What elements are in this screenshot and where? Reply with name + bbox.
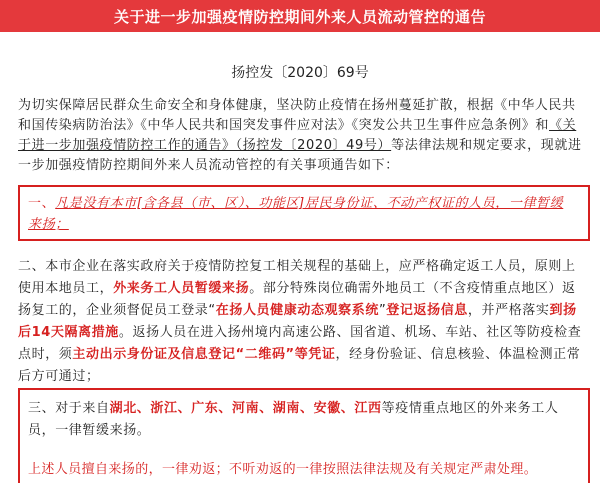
item-2-highlight-4: 到扬后14天隔离措施 xyxy=(18,303,577,340)
item-2-text-6: ，经身份验证、信息核验、体温检测正常后方可通过； xyxy=(18,347,581,384)
item-3-regions: 湖北、浙江、广东、河南、湖南、安徽、江西 xyxy=(109,401,382,416)
item-1-prefix: 一、 xyxy=(28,196,56,211)
item-1-paragraph xyxy=(28,193,576,235)
intro-paragraph xyxy=(18,96,584,176)
item-1-box xyxy=(18,185,590,241)
item-2-text-2: 。部分特殊岗位确需外地员工（不含疫情重点地区）返扬复工的，企业须督促员工登录“ xyxy=(18,281,576,318)
intro-notice-reference: 《关于进一步加强疫情防控工作的通告》（扬控发〔2020〕49号） xyxy=(18,118,577,153)
intro-text-1: 为切实保障居民群众生命安全和身体健康，坚决防止疫情在扬州蔓延扩散，根据《中华人民共和国传染病防治法》《中华人民共和国突发事件应对法》《突发公共卫生事件应急条例》和 xyxy=(18,98,576,133)
item-2-paragraph xyxy=(18,256,584,388)
item-2-text-5: 。返扬人员在进入扬州境内高速公路、国省道、机场、车站、社区等防疫检查点时，须 xyxy=(18,325,582,362)
item-3-footer-note: 上述人员擅自来扬的，一律劝返；不听劝返的一律按照法律法规及有关规定严肃处理。 xyxy=(28,462,538,477)
item-3-text-2: 等疫情重点地区的外来务工人员，一律暂缓来扬。 xyxy=(28,401,559,438)
item-3-paragraph xyxy=(28,398,576,442)
item-3-text-1: 三、对于来自 xyxy=(28,401,110,416)
item-2-highlight-1: 外来务工人员暂缓来扬 xyxy=(113,281,250,296)
item-2-highlight-2: 在扬人员健康动态观察系统 xyxy=(215,303,379,318)
intro-text-3: 等法律法规和规定要求，现就进一步加强疫情防控期间外来人员流动管控的有关事项通告如下： xyxy=(18,138,582,173)
item-2-highlight-5: 主动出示身份证及信息登记“二维码”等凭证 xyxy=(72,347,336,362)
item-2-text-4: ，并严格落实 xyxy=(467,303,550,318)
item-2-text-1: 二、本市企业在落实政府关于疫情防控复工相关规程的基础上，应严格确定返工人员，原则上使用本地员工， xyxy=(18,259,576,296)
item-2-highlight-3: 登记返扬信息 xyxy=(386,303,468,318)
item-3-box xyxy=(18,388,590,483)
item-2-text-3: ” xyxy=(378,303,387,318)
document-title: 关于进一步加强疫情防控期间外来人员流动管控的通告 xyxy=(113,8,486,26)
header-banner xyxy=(0,0,600,32)
item-1-text: 凡是没有本市[含各县（市、区）、功能区]居民身份证、不动产权证的人员，一律暂缓来扬； xyxy=(28,196,564,232)
document-number: 扬控发〔2020〕69号 xyxy=(231,65,369,81)
